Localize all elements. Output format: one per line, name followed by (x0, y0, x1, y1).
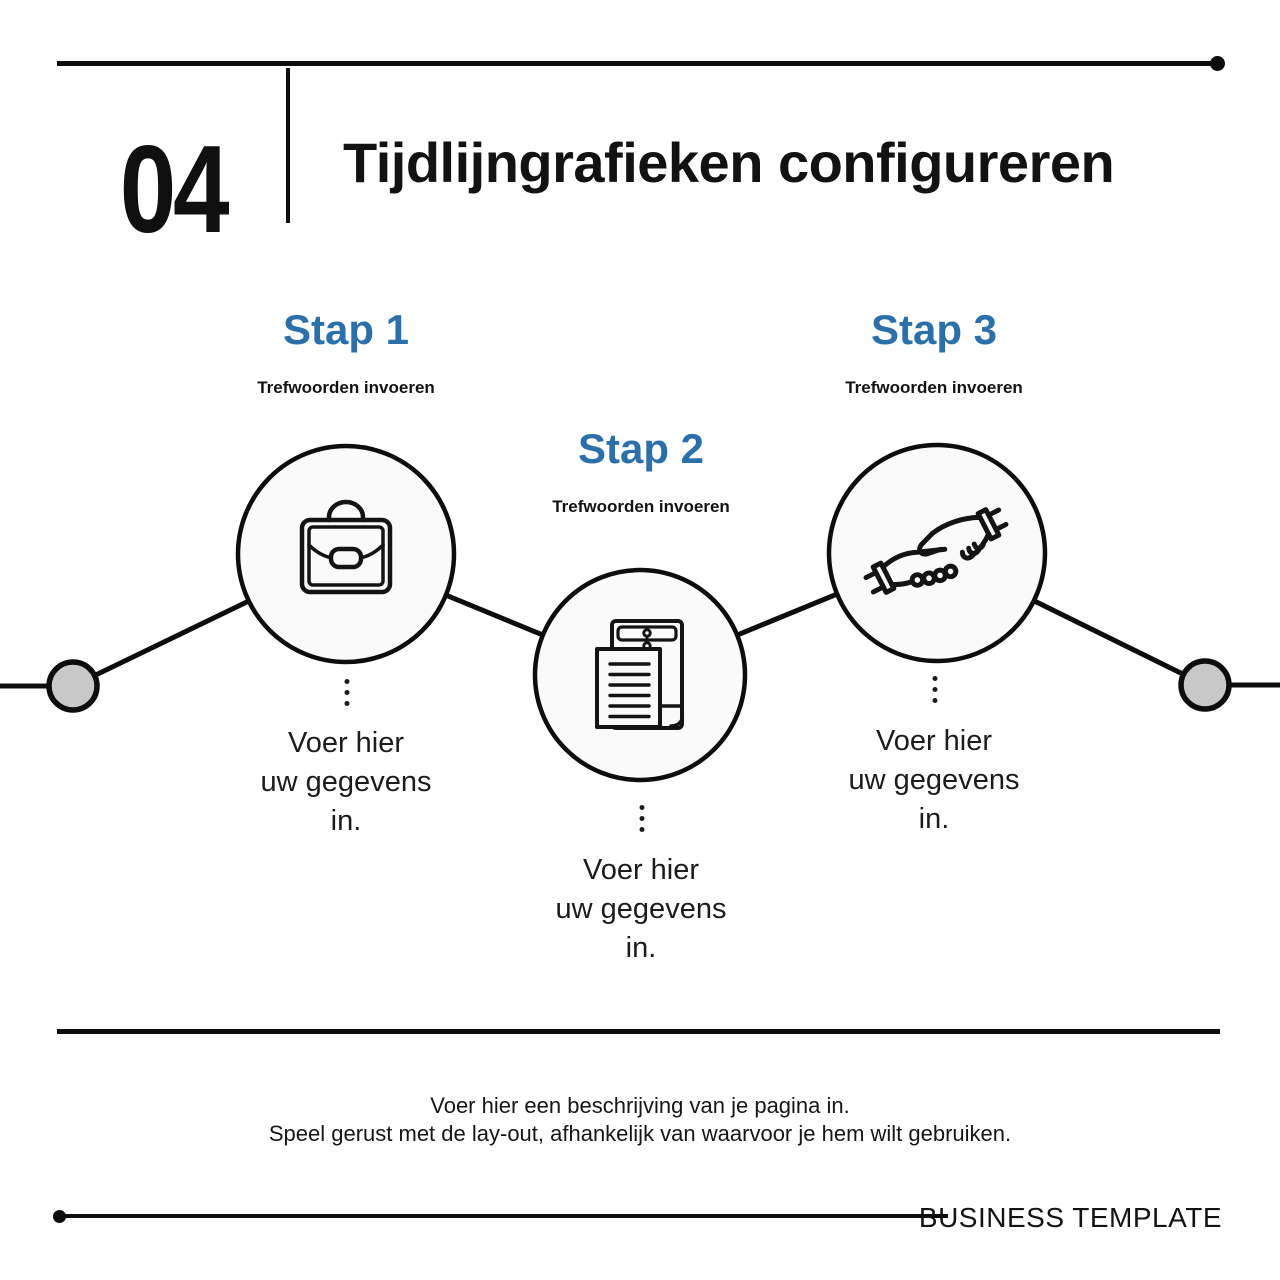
step-2-body (556, 851, 727, 968)
vertical-ellipsis-icon (640, 805, 645, 832)
step-3-body-line: Voer hier (875, 725, 993, 757)
step-3-body-line: uw gegevens (848, 764, 1020, 796)
step-1-body-line: uw gegevens (260, 766, 432, 798)
page-number: 04 (119, 121, 227, 259)
step-3-body (849, 722, 1020, 839)
footer-rule (57, 1214, 948, 1218)
step-1-body-line: in. (330, 805, 362, 837)
step-2-body-line: Voer hier (582, 854, 700, 886)
step-1-title: Stap 1 (282, 306, 410, 353)
timeline-end-dot (1181, 661, 1229, 709)
vertical-ellipsis-icon (345, 679, 350, 706)
vertical-ellipsis-icon (933, 676, 938, 703)
description-line-2: Speel gerust met de lay-out, afhankelijk van waarvoor je hem wilt gebruiken. (268, 1121, 1012, 1146)
step-3-title: Stap 3 (870, 306, 998, 353)
description-line-1: Voer hier een beschrijving van je pagina in. (430, 1093, 850, 1118)
step-1-body-line: Voer hier (287, 727, 405, 759)
step-1-body (261, 724, 432, 841)
step-2-body-line: uw gegevens (555, 893, 727, 925)
page-title: Tijdlijngrafieken configureren (343, 131, 1115, 194)
step-3-keywords-label: Trefwoorden invoeren (845, 378, 1023, 397)
step-2-keywords-label: Trefwoorden invoeren (552, 497, 730, 516)
timeline-start-dot (49, 662, 97, 710)
step-2-title: Stap 2 (577, 425, 705, 472)
step-2-body-line: in. (625, 932, 657, 964)
page-description (269, 1092, 1011, 1148)
step-3-body-line: in. (918, 803, 950, 835)
step-1-keywords-label: Trefwoorden invoeren (257, 378, 435, 397)
brand-label: BUSINESS TEMPLATE (918, 1202, 1222, 1233)
bottom-divider (57, 1029, 1220, 1034)
